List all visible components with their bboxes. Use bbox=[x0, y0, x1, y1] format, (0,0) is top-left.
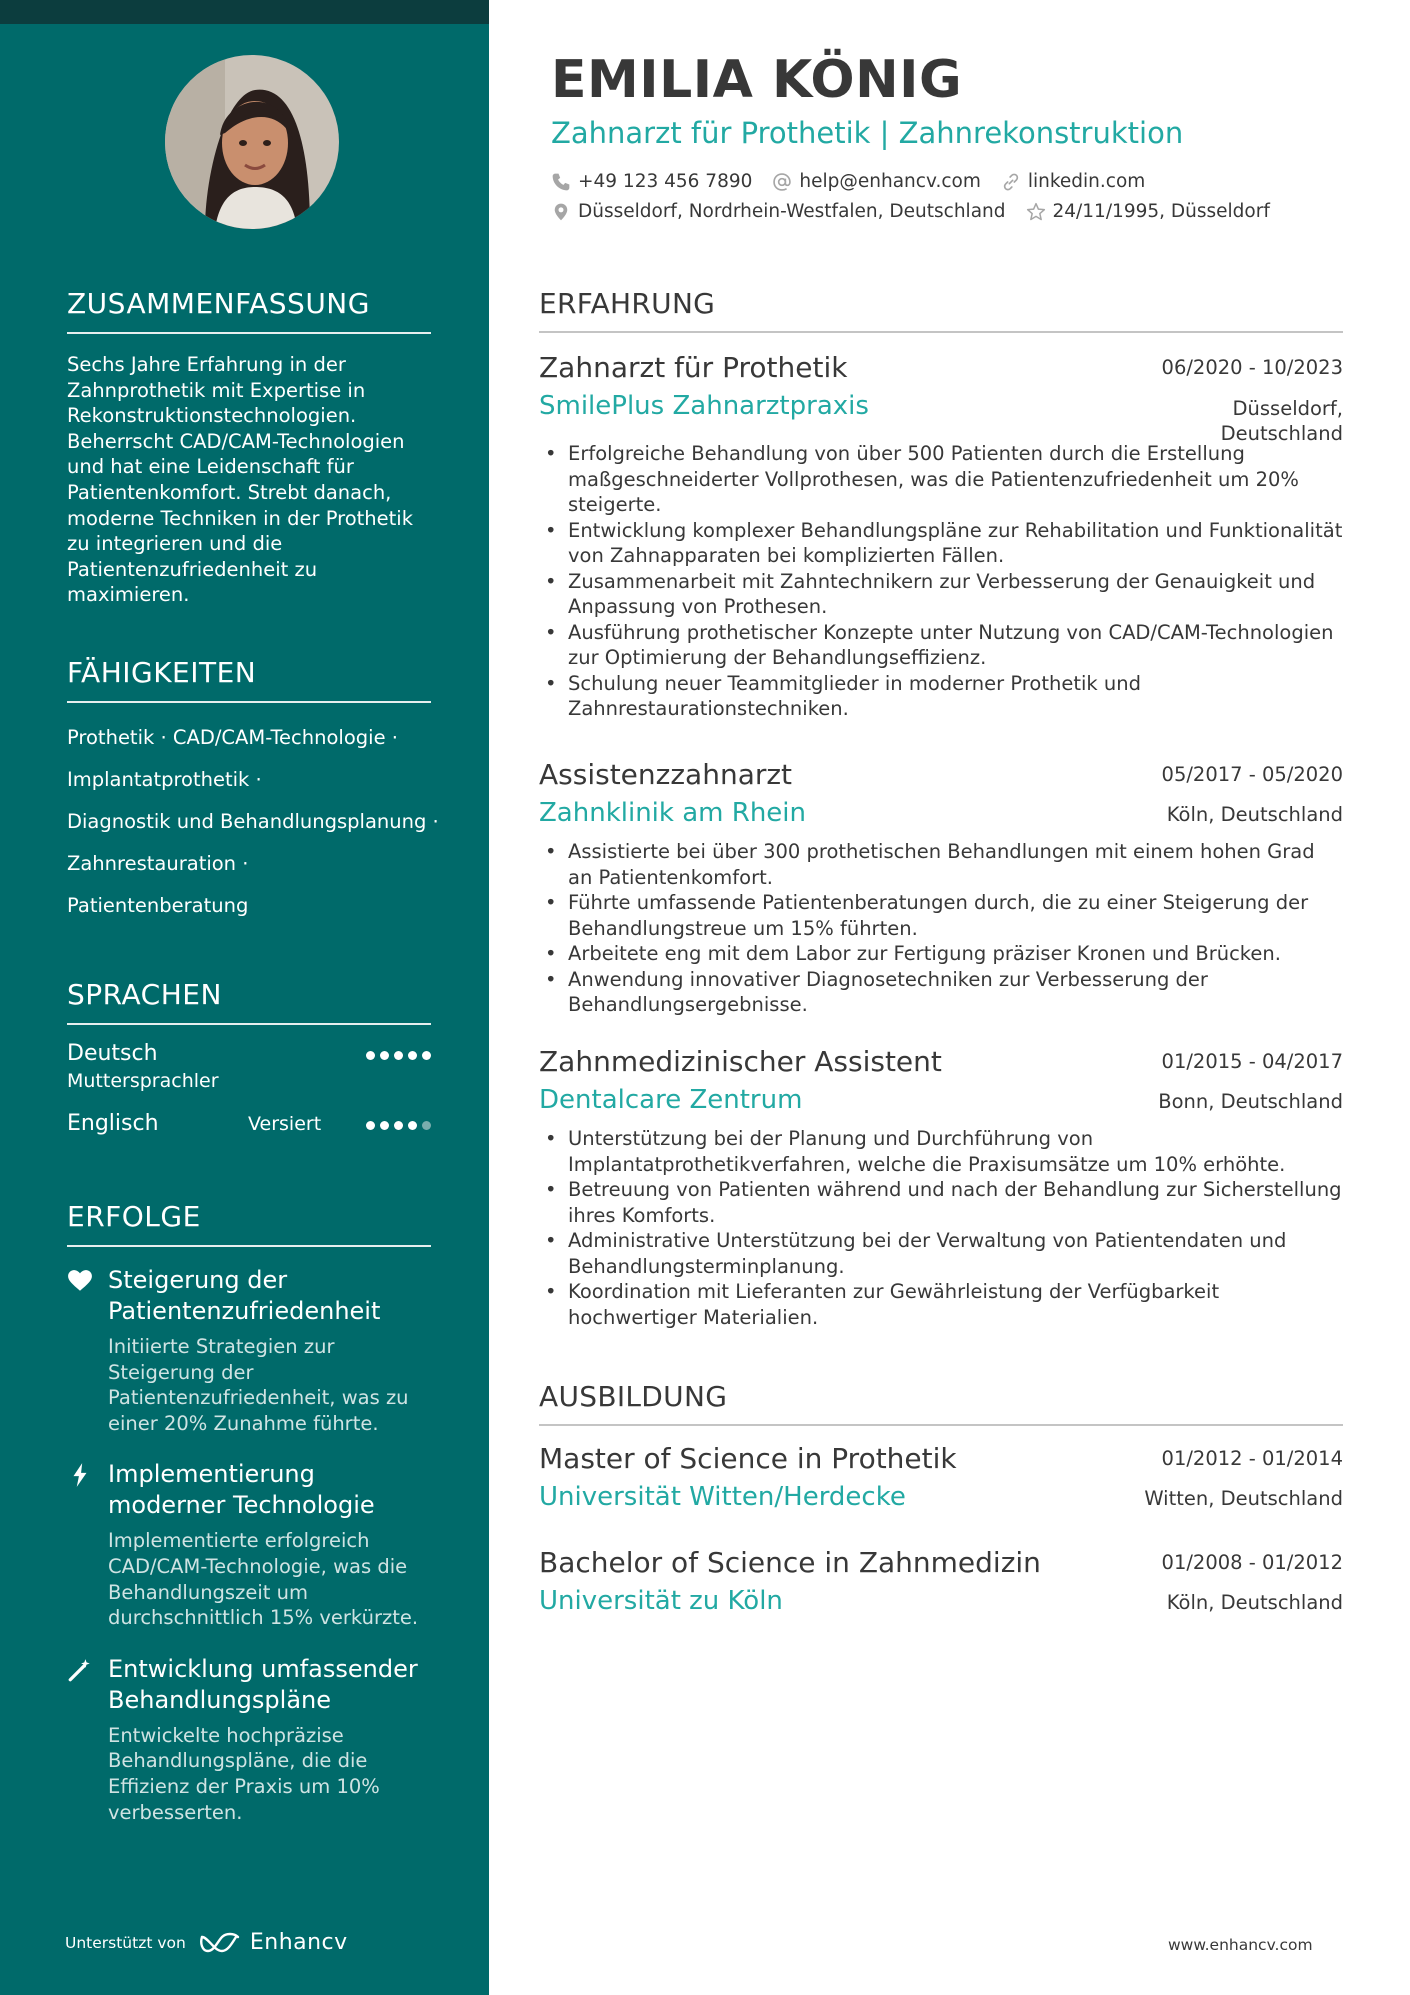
skill-item: Patientenberatung bbox=[67, 894, 249, 917]
achievement-title: Entwicklung umfassender Behandlungspläne bbox=[108, 1654, 418, 1714]
experience-title: ERFAHRUNG bbox=[539, 290, 1343, 333]
skill-item: Implantatprothetik · bbox=[67, 768, 262, 791]
job-bullet: • Erfolgreiche Behandlung von über 500 Patienten durch die Erstellung maßgeschneiderter Vollprothesen, was die Patientenzufriedenheit um 20% steigerte. bbox=[539, 441, 1343, 518]
skills-list bbox=[67, 717, 439, 927]
rating-dot-empty bbox=[422, 1121, 431, 1130]
rating-dot-filled bbox=[380, 1051, 389, 1060]
achievement-description: Entwickelte hochpräzise Behandlungspläne, die die Effizienz der Praxis um 10% verbesserten. bbox=[108, 1723, 380, 1824]
education-location: Witten, Deutschland bbox=[1144, 1487, 1343, 1510]
job-date: 01/2015 - 04/2017 bbox=[1161, 1050, 1343, 1073]
job-location: Köln, Deutschland bbox=[1166, 803, 1343, 826]
contact-row bbox=[551, 171, 1165, 192]
phone-icon bbox=[551, 172, 571, 192]
job-bullet: • Entwicklung komplexer Behandlungspläne zur Rehabilitation und Funktionalität von Zahnapparaten bei komplizierten Fällen. bbox=[539, 518, 1343, 569]
rating-dot-filled bbox=[366, 1121, 375, 1130]
job-date: 06/2020 - 10/2023 bbox=[1161, 356, 1343, 379]
skill-item: Diagnostik und Behandlungsplanung · bbox=[67, 810, 439, 833]
skills-title: FÄHIGKEITEN bbox=[67, 659, 431, 703]
star-icon bbox=[1026, 202, 1046, 222]
link-text: linkedin.com bbox=[1027, 171, 1146, 192]
language-level: Versiert bbox=[248, 1113, 322, 1135]
skill-item: Prothetik · CAD/CAM-Technologie · bbox=[67, 726, 398, 749]
achievement-item bbox=[67, 1265, 431, 1436]
heart-icon bbox=[67, 1268, 93, 1294]
rating-dot-filled bbox=[380, 1121, 389, 1130]
school: Universität Witten/Herdecke bbox=[539, 1482, 906, 1512]
summary-title: ZUSAMMENFASSUNG bbox=[67, 290, 431, 334]
skill-item: Zahnrestauration · bbox=[67, 852, 249, 875]
job-bullet: • Unterstützung bei der Planung und Durchführung von Implantatprothetikverfahren, welche die Praxisumsätze um 10% erhöhte. bbox=[539, 1126, 1343, 1177]
job-bullets bbox=[539, 839, 1343, 1018]
achievement-item bbox=[67, 1654, 431, 1825]
job-bullet: • Führte umfassende Patientenberatungen durch, die zu einer Steigerung der Behandlungstreue um 15% führten. bbox=[539, 890, 1343, 941]
phone-text: +49 123 456 7890 bbox=[578, 171, 753, 192]
job-bullet: • Arbeitete eng mit dem Labor zur Fertigung präziser Kronen und Brücken. bbox=[539, 941, 1343, 967]
job-location: Bonn, Deutschland bbox=[1158, 1090, 1343, 1113]
footer-site-link[interactable]: www.enhancv.com bbox=[1168, 1936, 1313, 1954]
experience-item bbox=[539, 757, 1343, 1018]
language-rating bbox=[366, 1051, 431, 1060]
email-text: help@enhancv.com bbox=[799, 171, 981, 192]
achievement-title: Steigerung der Patientenzufriedenheit bbox=[108, 1266, 381, 1325]
language-name: Englisch bbox=[67, 1111, 159, 1136]
languages-section bbox=[67, 978, 431, 1175]
rating-dot-filled bbox=[366, 1051, 375, 1060]
job-bullet: • Zusammenarbeit mit Zahntechnikern zur Verbesserung der Genauigkeit und Anpassung von Prothesen. bbox=[539, 569, 1343, 620]
achievements-title: ERFOLGE bbox=[67, 1203, 431, 1247]
contact-link[interactable] bbox=[1001, 171, 1145, 192]
job-bullet: • Ausführung prothetischer Konzepte unter Nutzung von CAD/CAM-Technologien zur Optimierung der Behandlungseffizienz. bbox=[539, 620, 1343, 671]
experience-item bbox=[539, 1044, 1343, 1330]
summary-text: Sechs Jahre Erfahrung in der Zahnprothetik mit Expertise in Rekonstruktionstechnologien. Beherrscht CAD/CAM-Technologien und hat eine Leidenschaft für Patientenkomfort. Strebt danach, moderne Techniken in der Prothetik zu integrieren und die Patientenzufriedenheit zu maximieren. bbox=[67, 353, 413, 607]
achievement-description: Implementierte erfolgreich CAD/CAM-Technologie, was die Behandlungszeit um durchschnittlich 15% verkürzte. bbox=[108, 1529, 419, 1630]
rating-dot-filled bbox=[408, 1051, 417, 1060]
candidate-headline: Zahnarzt für Prothetik | Zahnrekonstruktion bbox=[551, 116, 1184, 150]
job-date: 05/2017 - 05/2020 bbox=[1161, 763, 1343, 786]
link-icon bbox=[1001, 172, 1021, 192]
job-bullet: • Assistierte bei über 300 prothetischen Behandlungen mit einem hohen Grad an Patientenkomfort. bbox=[539, 839, 1343, 890]
job-company: Dentalcare Zentrum bbox=[539, 1085, 803, 1115]
birth-text: 24/11/1995, Düsseldorf bbox=[1052, 201, 1270, 222]
at-sign-icon bbox=[772, 172, 792, 192]
powered-by-label: Unterstützt von bbox=[65, 1933, 186, 1952]
brand-name: Enhancv bbox=[249, 1930, 348, 1955]
contact-row bbox=[551, 201, 1290, 222]
achievement-item bbox=[67, 1459, 431, 1630]
job-bullet: • Schulung neuer Teammitglieder in moderner Prothetik und Zahnrestaurationstechniken. bbox=[539, 671, 1343, 722]
language-name: Deutsch bbox=[67, 1041, 158, 1066]
sidebar-top-band bbox=[0, 0, 489, 24]
job-bullets bbox=[539, 1126, 1343, 1330]
lightning-icon bbox=[67, 1462, 93, 1488]
profile-photo bbox=[165, 55, 339, 229]
candidate-name: EMILIA KÖNIG bbox=[551, 50, 963, 110]
summary-section bbox=[67, 287, 431, 608]
job-bullet: • Koordination mit Lieferanten zur Gewährleistung der Verfügbarkeit hochwertiger Materialien. bbox=[539, 1279, 1343, 1330]
rating-dot-filled bbox=[394, 1051, 403, 1060]
rating-dot-filled bbox=[422, 1051, 431, 1060]
job-location: Düsseldorf, Deutschland bbox=[1220, 397, 1343, 445]
job-company: SmilePlus Zahnarztpraxis bbox=[539, 391, 869, 421]
education-item bbox=[539, 1441, 1343, 1514]
rating-dot-filled bbox=[394, 1121, 403, 1130]
languages-title: SPRACHEN bbox=[67, 981, 431, 1025]
job-bullet: • Administrative Unterstützung bei der Verwaltung von Patientendaten und Behandlungsterminplanung. bbox=[539, 1228, 1343, 1279]
contact-email[interactable] bbox=[772, 171, 980, 192]
language-item bbox=[67, 1041, 431, 1105]
experience-item bbox=[539, 350, 1343, 722]
job-bullet: • Anwendung innovativer Diagnosetechniken zur Verbesserung der Behandlungsergebnisse. bbox=[539, 967, 1343, 1018]
job-title: Assistenzzahnarzt bbox=[539, 758, 793, 791]
language-level: Muttersprachler bbox=[67, 1070, 219, 1092]
contact-birth bbox=[1026, 201, 1270, 222]
skills-section bbox=[67, 656, 439, 927]
magic-wand-icon bbox=[67, 1657, 93, 1683]
job-title: Zahnmedizinischer Assistent bbox=[539, 1045, 942, 1078]
language-rating bbox=[366, 1121, 431, 1130]
education-date: 01/2008 - 01/2012 bbox=[1161, 1551, 1343, 1574]
job-title: Zahnarzt für Prothetik bbox=[539, 351, 848, 384]
education-item bbox=[539, 1545, 1343, 1618]
language-item bbox=[67, 1111, 431, 1175]
rating-dot-filled bbox=[408, 1121, 417, 1130]
contact-location bbox=[551, 201, 1006, 222]
school: Universität zu Köln bbox=[539, 1586, 783, 1616]
education-date: 01/2012 - 01/2014 bbox=[1161, 1447, 1343, 1470]
job-bullet: • Betreuung von Patienten während und nach der Behandlung zur Sicherstellung ihres Komforts. bbox=[539, 1177, 1343, 1228]
education-location: Köln, Deutschland bbox=[1166, 1591, 1343, 1614]
sidebar bbox=[0, 0, 489, 1995]
degree: Bachelor of Science in Zahnmedizin bbox=[539, 1546, 1041, 1579]
achievements-section bbox=[67, 1200, 431, 1825]
achievement-description: Initiierte Strategien zur Steigerung der Patientenzufriedenheit, was zu einer 20% Zunahme führte. bbox=[108, 1335, 409, 1435]
achievement-title: Implementierung moderner Technologie bbox=[108, 1460, 375, 1520]
education-title: AUSBILDUNG bbox=[539, 1383, 1343, 1426]
enhancv-logo-icon bbox=[198, 1931, 242, 1955]
job-company: Zahnklinik am Rhein bbox=[539, 798, 806, 828]
powered-by bbox=[65, 1930, 348, 1955]
location-pin-icon bbox=[551, 202, 571, 222]
location-text: Düsseldorf, Nordrhein-Westfalen, Deutschland bbox=[578, 201, 1006, 222]
degree: Master of Science in Prothetik bbox=[539, 1442, 957, 1475]
job-bullets bbox=[539, 441, 1343, 722]
contact-phone bbox=[551, 171, 752, 192]
